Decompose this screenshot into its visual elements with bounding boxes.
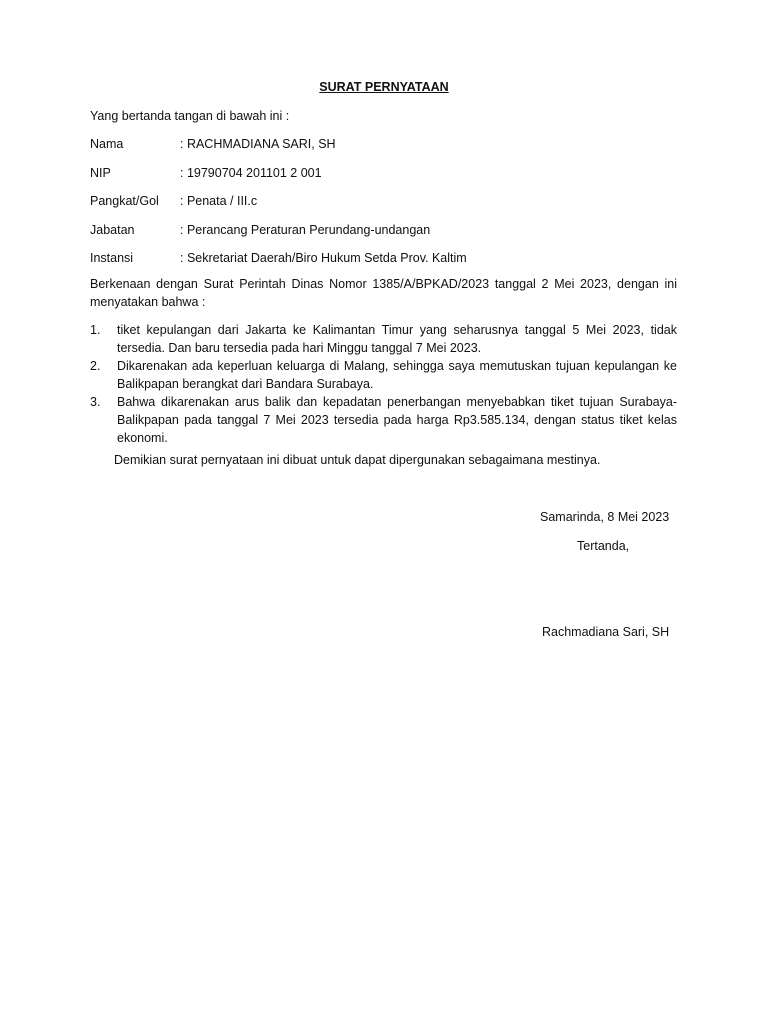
field-label: Jabatan <box>90 222 135 237</box>
field-label: Pangkat/Gol <box>90 194 159 208</box>
field-value: : Perancang Peraturan Perundang-undangan <box>180 222 431 237</box>
list-number: 1. <box>90 323 101 337</box>
list-item <box>90 357 677 393</box>
field-row-nama <box>90 137 690 166</box>
field-row-pangkat <box>90 194 690 223</box>
field-value: : Penata / III.c <box>180 194 258 208</box>
field-label: Nama <box>90 137 124 151</box>
statement-list <box>90 321 677 447</box>
field-label: Instansi <box>90 251 134 265</box>
body-paragraph: Berkenaan dengan Surat Perintah Dinas Nomor 1385/A/BPKAD/2023 tanggal 2 Mei 2023, dengan ini menyatakan bahwa : <box>90 277 677 309</box>
field-value: : Sekretariat Daerah/Biro Hukum Setda Prov. Kaltim <box>180 251 467 265</box>
list-item <box>90 393 677 447</box>
list-item <box>90 321 677 357</box>
place-date: Samarinda, 8 Mei 2023 <box>540 510 670 524</box>
list-text: Bahwa dikarenakan arus balik dan kepadatan penerbangan menyebabkan tiket tujuan Surabaya-Balikpapan pada tanggal 7 Mei 2023 tersedia pada harga Rp3.585.134, dengan status tiket kelas ekonomi. <box>117 395 677 445</box>
closing-statement: Demikian surat pernyataan ini dibuat untuk dapat dipergunakan sebagaimana mestinya. <box>114 453 601 467</box>
document-title: SURAT PERNYATAAN <box>319 80 449 94</box>
field-label: NIP <box>90 165 111 180</box>
field-row-jabatan <box>90 223 690 252</box>
list-text: tiket kepulangan dari Jakarta ke Kalimantan Timur yang seharusnya tanggal 5 Mei 2023, tidak tersedia. Dan baru tersedia pada hari Minggu tanggal 7 Mei 2023. <box>117 323 677 355</box>
field-row-nip <box>90 166 690 195</box>
field-value: : RACHMADIANA SARI, SH <box>180 137 336 151</box>
identity-fields <box>90 137 690 280</box>
tertanda-label: Tertanda, <box>577 539 630 553</box>
list-text: Dikarenakan ada keperluan keluarga di Malang, sehingga saya memutuskan tujuan kepulangan ke Balikpapan berangkat dari Bandara Surabaya. <box>117 359 677 391</box>
field-value: : 19790704 201101 2 001 <box>180 165 322 180</box>
signatory-name: Rachmadiana Sari, SH <box>542 625 670 639</box>
list-number: 3. <box>90 395 101 409</box>
intro-text: Yang bertanda tangan di bawah ini : <box>90 109 290 123</box>
list-number: 2. <box>90 359 101 373</box>
